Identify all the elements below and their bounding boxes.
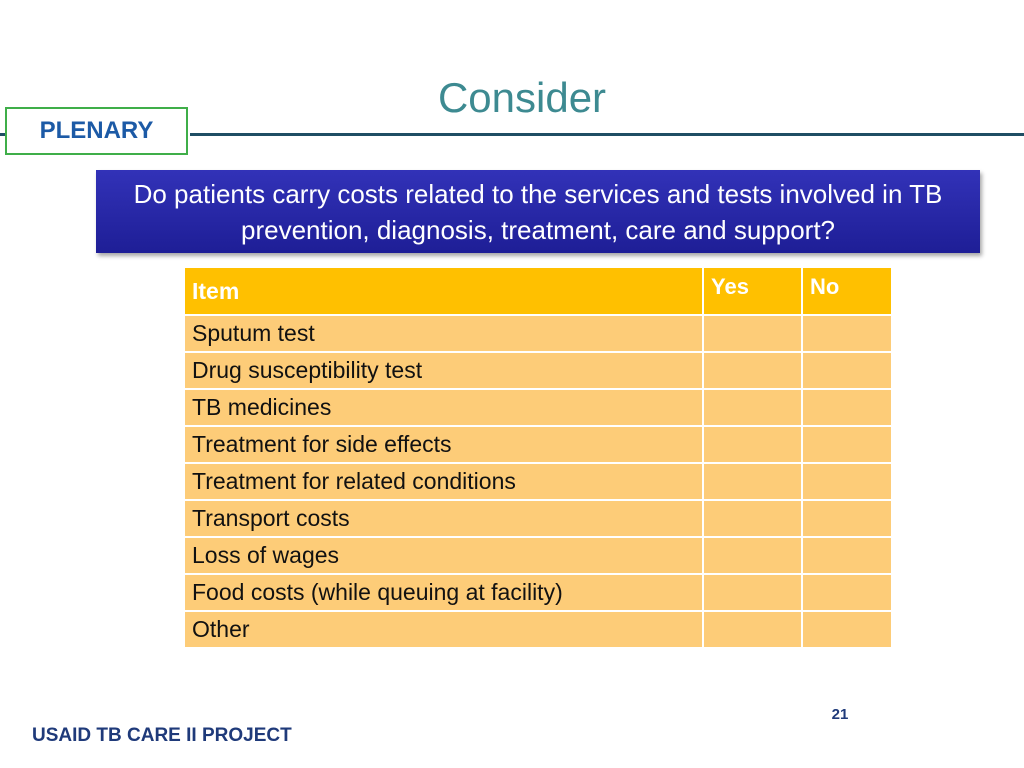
page-number: 21 (831, 706, 849, 723)
item-cell: Food costs (while queuing at facility) (184, 574, 703, 611)
no-cell (802, 574, 892, 611)
question-box: Do patients carry costs related to the services and tests involved in TB prevention, diagnosis, treatment, care and support? (96, 170, 980, 253)
item-cell: Loss of wages (184, 537, 703, 574)
no-cell (802, 315, 892, 352)
yes-cell (703, 537, 802, 574)
table-row (184, 389, 892, 426)
table-header-row (184, 267, 892, 315)
item-cell: Other (184, 611, 703, 648)
no-cell (802, 389, 892, 426)
no-cell (802, 352, 892, 389)
table-row (184, 537, 892, 574)
yes-cell (703, 611, 802, 648)
table-row (184, 315, 892, 352)
title-rule (190, 133, 1024, 136)
table-row (184, 426, 892, 463)
header-item: Item (184, 267, 703, 315)
section-label-box: PLENARY (5, 107, 188, 155)
no-cell (802, 537, 892, 574)
item-cell: Treatment for side effects (184, 426, 703, 463)
table-row (184, 574, 892, 611)
no-cell (802, 611, 892, 648)
header-no: No (802, 267, 892, 315)
yes-cell (703, 500, 802, 537)
yes-cell (703, 389, 802, 426)
yes-cell (703, 463, 802, 500)
no-cell (802, 426, 892, 463)
footer-project-name: USAID TB CARE II PROJECT (32, 725, 292, 746)
cost-items-table (183, 266, 893, 649)
item-cell: TB medicines (184, 389, 703, 426)
item-cell: Transport costs (184, 500, 703, 537)
table-row (184, 352, 892, 389)
no-cell (802, 463, 892, 500)
slide-title: Consider (437, 74, 607, 121)
table-row (184, 611, 892, 648)
no-cell (802, 500, 892, 537)
item-cell: Sputum test (184, 315, 703, 352)
item-cell: Drug susceptibility test (184, 352, 703, 389)
table-row (184, 463, 892, 500)
header-yes: Yes (703, 267, 802, 315)
yes-cell (703, 574, 802, 611)
yes-cell (703, 352, 802, 389)
yes-cell (703, 426, 802, 463)
item-cell: Treatment for related conditions (184, 463, 703, 500)
yes-cell (703, 315, 802, 352)
table-row (184, 500, 892, 537)
